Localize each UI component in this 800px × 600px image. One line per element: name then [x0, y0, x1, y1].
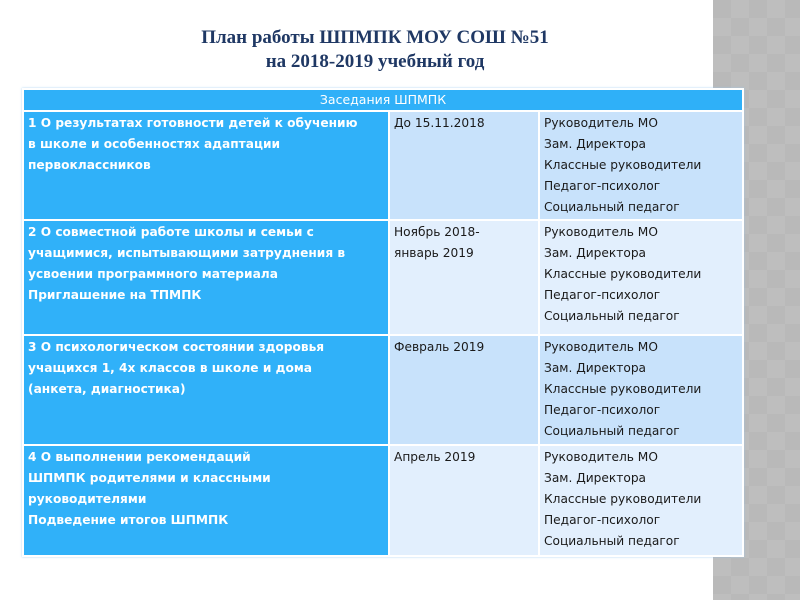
roles-line: Руководитель МО [544, 225, 658, 239]
roles-line: Социальный педагог [544, 534, 680, 548]
topic-line: 4 О выполнении рекомендаций [28, 450, 251, 464]
roles-line: Социальный педагог [544, 200, 680, 214]
table-header-row [23, 89, 743, 111]
date-cell [389, 111, 539, 220]
topic-line: Приглашение на ТПМПК [28, 288, 202, 302]
topic-cell [23, 445, 389, 556]
date-cell [389, 220, 539, 335]
date-cell [389, 445, 539, 556]
roles-line: Руководитель МО [544, 450, 658, 464]
topic-line: 3 О психологическом состоянии здоровья [28, 340, 325, 354]
roles-cell [539, 445, 743, 556]
table-row [23, 335, 743, 445]
title-line-1: План работы ШПМПК МОУ СОШ №51 [201, 27, 549, 48]
topic-line: 2 О совместной работе школы и семьи с [28, 225, 314, 239]
title-line-2: на 2018-2019 учебный год [265, 51, 485, 72]
topic-line: Подведение итогов ШПМПК [28, 513, 229, 527]
roles-line: Классные руководители [544, 382, 702, 396]
date-line: Февраль 2019 [394, 340, 485, 354]
roles-cell [539, 220, 743, 335]
meetings-table [22, 88, 744, 557]
roles-line: Классные руководители [544, 492, 702, 506]
roles-cell [539, 335, 743, 445]
topic-cell [23, 335, 389, 445]
topic-cell [23, 220, 389, 335]
table-row [23, 220, 743, 335]
roles-line: Классные руководители [544, 267, 702, 281]
topic-line: 1 О результатах готовности детей к обучению [28, 116, 358, 130]
page-title [150, 26, 600, 74]
roles-line: Зам. Директора [544, 246, 647, 260]
topic-line: в школе и особенностях адаптации [28, 137, 281, 151]
date-line: Апрель 2019 [394, 450, 476, 464]
topic-line: учащихся 1, 4х классов в школе и дома [28, 361, 313, 375]
roles-line: Зам. Директора [544, 471, 647, 485]
topic-line: руководителями [28, 492, 147, 506]
date-line: До 15.11.2018 [394, 116, 485, 130]
table-row [23, 445, 743, 556]
topic-cell [23, 111, 389, 220]
topic-line: первоклассников [28, 158, 151, 172]
roles-line: Педагог-психолог [544, 513, 661, 527]
roles-line: Социальный педагог [544, 309, 680, 323]
topic-line: учащимися, испытывающими затруднения в [28, 246, 346, 260]
roles-line: Руководитель МО [544, 340, 658, 354]
topic-line: усвоении программного материала [28, 267, 278, 281]
roles-line: Классные руководители [544, 158, 702, 172]
roles-line: Зам. Директора [544, 361, 647, 375]
roles-line: Педагог-психолог [544, 403, 661, 417]
roles-line: Социальный педагог [544, 424, 680, 438]
roles-line: Руководитель МО [544, 116, 658, 130]
topic-line: (анкета, диагностика) [28, 382, 186, 396]
date-line: Ноябрь 2018- [394, 225, 480, 239]
roles-line: Педагог-психолог [544, 288, 661, 302]
roles-line: Педагог-психолог [544, 179, 661, 193]
table-row [23, 111, 743, 220]
roles-line: Зам. Директора [544, 137, 647, 151]
date-cell [389, 335, 539, 445]
roles-cell [539, 111, 743, 220]
topic-line: ШПМПК родителями и классными [28, 471, 271, 485]
date-line: январь 2019 [394, 246, 474, 260]
table-header: Заседания ШПМПК [23, 89, 743, 111]
